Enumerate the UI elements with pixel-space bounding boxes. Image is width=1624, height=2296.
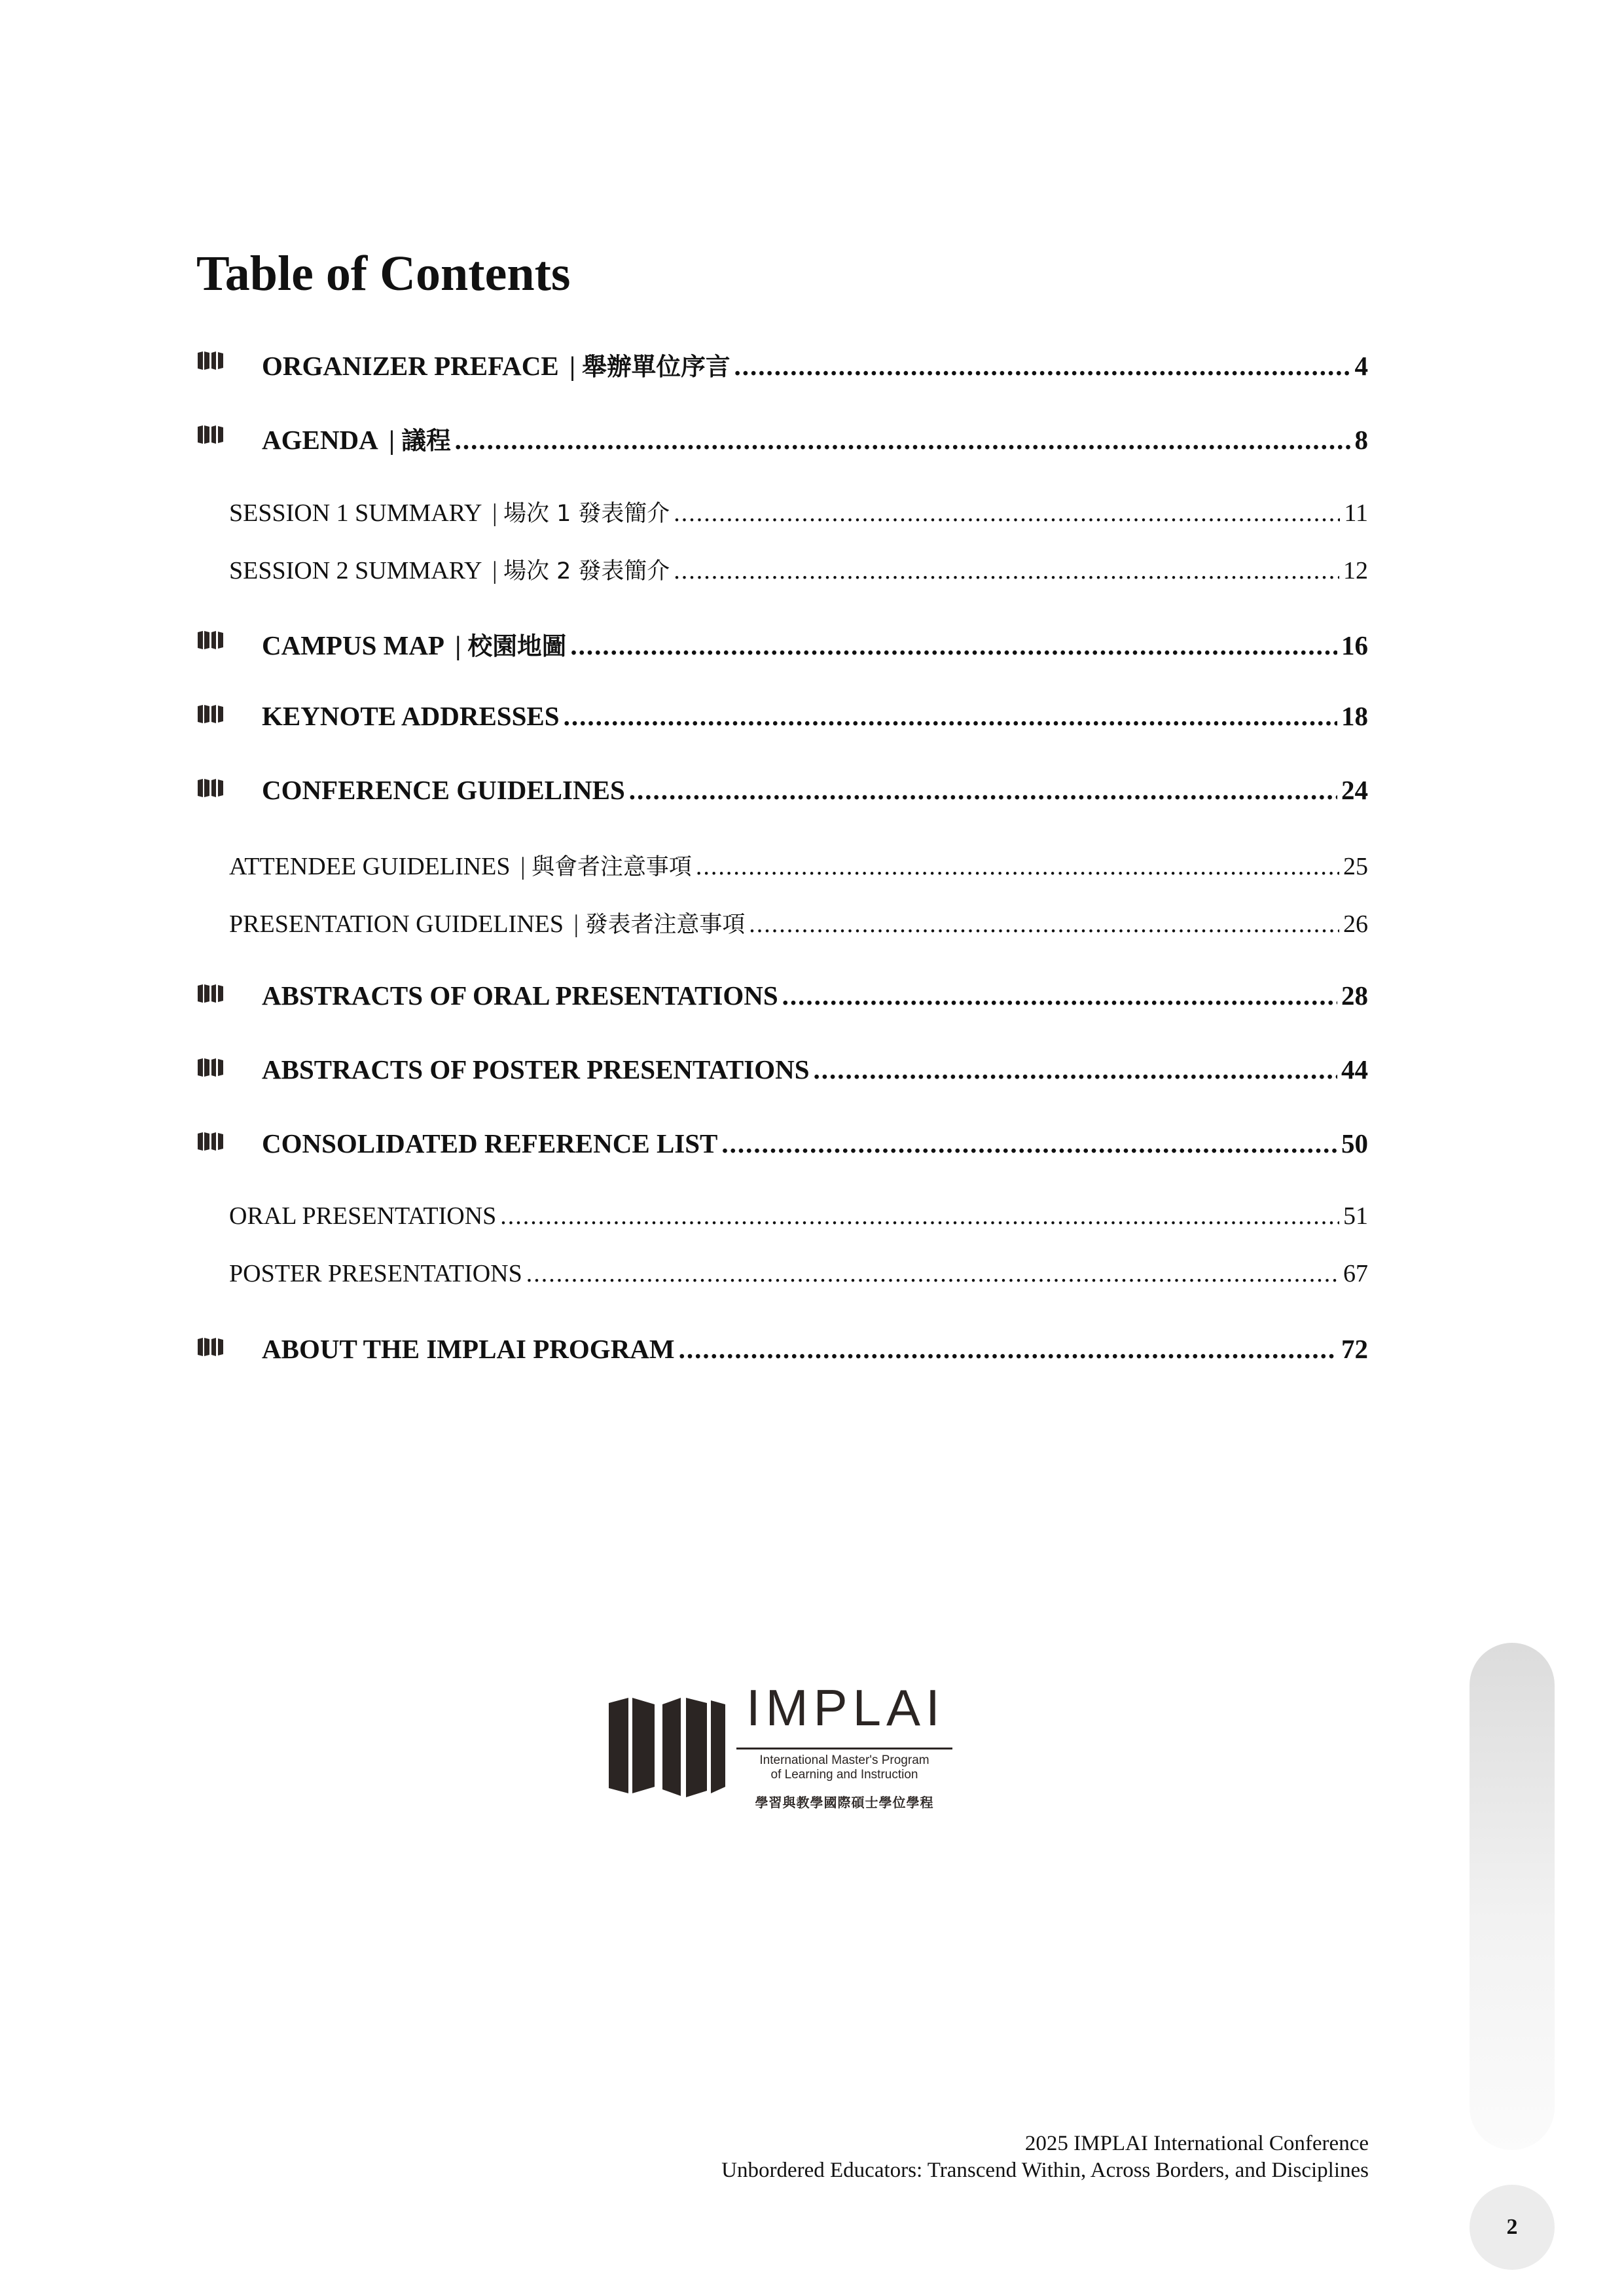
toc-entry-label: AGENDA [262, 425, 378, 455]
book-icon [196, 1057, 225, 1078]
toc-entry-attendee-guidelines[interactable] [196, 848, 1368, 906]
toc-page-number: 4 [1354, 351, 1368, 381]
toc-entry-campus-map[interactable] [196, 626, 1368, 700]
toc-entry-label: ORAL PRESENTATIONS [229, 1202, 497, 1230]
book-icon [196, 424, 225, 445]
dot-leader [696, 852, 1339, 881]
toc-entry-organizer-preface[interactable] [196, 347, 1368, 421]
toc-entry-cjk: 場次 2 發表簡介 [503, 558, 670, 584]
toc-separator: | [448, 630, 468, 660]
toc-page-number: 28 [1341, 980, 1368, 1011]
toc-page-number: 25 [1343, 853, 1368, 880]
book-icon [196, 630, 225, 651]
dot-leader [679, 1333, 1337, 1365]
toc-separator: | [486, 557, 504, 584]
footer [721, 2130, 1369, 2185]
toc-separator: | [562, 351, 583, 381]
toc-entry-cjk: 與會者注意事項 [532, 854, 692, 880]
logo-wordmark: IMPLAI [746, 1679, 945, 1736]
toc-entry-session-1-summary[interactable] [196, 495, 1368, 552]
toc-entry-oral-presentations[interactable] [196, 1202, 1368, 1259]
toc-separator: | [567, 910, 585, 938]
dot-leader [749, 910, 1339, 939]
dot-leader [721, 1128, 1337, 1159]
toc-entry-oral-abstracts[interactable] [196, 980, 1368, 1054]
toc-page-number: 72 [1341, 1334, 1368, 1364]
toc-entry-cjk: 場次 1 發表簡介 [503, 501, 670, 527]
toc-entry-session-2-summary[interactable] [196, 552, 1368, 610]
toc-page-number: 50 [1341, 1128, 1368, 1158]
dot-leader [570, 630, 1337, 661]
dot-leader [629, 774, 1337, 806]
toc-page-number: 18 [1341, 701, 1368, 731]
logo-cjk-name: 學習與教學國際碩士學位學程 [755, 1795, 934, 1810]
dot-leader [814, 1054, 1337, 1085]
dot-leader [564, 700, 1337, 732]
toc-entry-label: ABSTRACTS OF ORAL PRESENTATIONS [262, 980, 778, 1011]
toc-entry-label: CONSOLIDATED REFERENCE LIST [262, 1128, 718, 1158]
toc-entry-label: ABSTRACTS OF POSTER PRESENTATIONS [262, 1054, 810, 1085]
toc-entry-label: CAMPUS MAP [262, 630, 444, 660]
dot-leader [526, 1259, 1339, 1288]
toc-page-number: 8 [1354, 425, 1368, 455]
toc-entry-about-implai[interactable] [196, 1333, 1368, 1407]
toc-entry-label: KEYNOTE ADDRESSES [262, 701, 560, 731]
side-tab [1470, 1643, 1555, 2150]
toc-separator: | [382, 425, 402, 455]
toc-entry-label: CONFERENCE GUIDELINES [262, 775, 625, 805]
dot-leader [674, 499, 1340, 528]
implai-logo [609, 1679, 956, 1813]
toc-entry-label: ATTENDEE GUIDELINES [229, 853, 511, 880]
toc-page-number: 11 [1344, 499, 1368, 527]
toc-entry-label: ORGANIZER PREFACE [262, 351, 559, 381]
toc-entry-agenda[interactable] [196, 421, 1368, 495]
book-icon [196, 1336, 225, 1357]
book-icon [196, 350, 225, 371]
toc-page-number: 16 [1341, 630, 1368, 660]
toc-entry-poster-presentations[interactable] [196, 1259, 1368, 1317]
toc-separator: | [486, 499, 504, 527]
toc-page-number: 51 [1343, 1202, 1368, 1230]
book-icon [196, 983, 225, 1004]
toc-entry-label: ABOUT THE IMPLAI PROGRAM [262, 1334, 675, 1364]
logo-subtitle [736, 1748, 952, 1782]
footer-conference-theme: Unbordered Educators: Transcend Within, Across Borders, and Disciplines [721, 2159, 1369, 2183]
toc-entry-reference-list[interactable] [196, 1128, 1368, 1202]
table-of-contents [196, 347, 1368, 1407]
toc-page-number: 24 [1341, 775, 1368, 805]
toc-entry-cjk: 舉辦單位序言 [582, 352, 731, 381]
book-icon [196, 778, 225, 798]
logo-subtitle-line: of Learning and Instruction [770, 1767, 918, 1782]
toc-entry-label: SESSION 2 SUMMARY [229, 557, 482, 584]
toc-entry-label: SESSION 1 SUMMARY [229, 499, 482, 527]
book-icon [196, 704, 225, 725]
dot-leader [674, 556, 1339, 585]
toc-entry-label: PRESENTATION GUIDELINES [229, 910, 564, 938]
dot-leader [455, 424, 1351, 456]
toc-entry-presentation-guidelines[interactable] [196, 906, 1368, 963]
toc-entry-cjk: 發表者注意事項 [585, 912, 746, 938]
toc-entry-label: POSTER PRESENTATIONS [229, 1260, 522, 1287]
toc-entry-poster-abstracts[interactable] [196, 1054, 1368, 1128]
toc-page-number: 12 [1343, 557, 1368, 584]
toc-entry-cjk: 校園地圖 [467, 632, 567, 660]
footer-conference-name: 2025 IMPLAI International Conference [1024, 2132, 1369, 2155]
toc-page-number: 44 [1341, 1054, 1368, 1085]
toc-page-number: 26 [1343, 910, 1368, 938]
book-icon [196, 1131, 225, 1152]
dot-leader [500, 1202, 1339, 1230]
toc-entry-conference-guidelines[interactable] [196, 774, 1368, 848]
toc-entry-keynote-addresses[interactable] [196, 700, 1368, 774]
page-number: 2 [1470, 2185, 1555, 2270]
logo-subtitle-line: International Master's Program [759, 1753, 929, 1767]
page-title: Table of Contents [196, 246, 571, 301]
dot-leader [734, 350, 1351, 382]
toc-separator: | [514, 853, 532, 880]
toc-page-number: 67 [1343, 1260, 1368, 1287]
toc-entry-cjk: 議程 [401, 426, 451, 455]
book-logo-icon [609, 1695, 727, 1800]
dot-leader [782, 980, 1337, 1011]
